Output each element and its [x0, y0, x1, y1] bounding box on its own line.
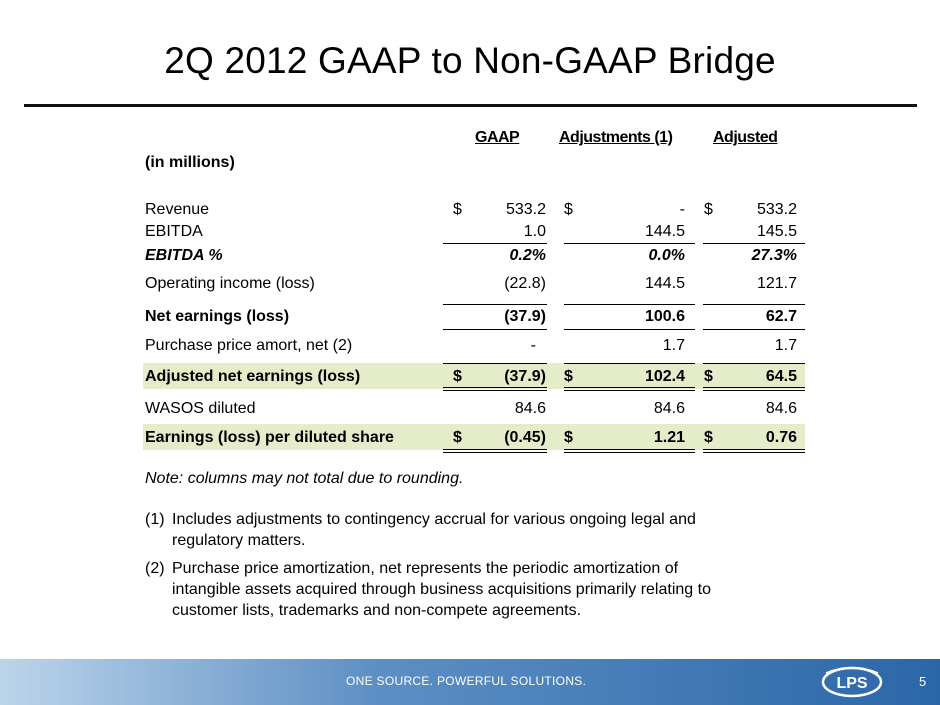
- footnote-line: Includes adjustments to contingency accrual for various ongoing legal and: [172, 511, 696, 528]
- gaap-value: 533.2: [505, 201, 546, 218]
- double-underline: [443, 390, 547, 391]
- col-header-adjustments: Adjustments (1): [559, 129, 673, 146]
- footer-bar: [0, 659, 940, 705]
- row-label: Revenue: [145, 201, 210, 218]
- gaap-value: 84.6: [514, 400, 546, 417]
- adjusted-value: 27.3%: [751, 247, 797, 264]
- currency-symbol: $: [564, 201, 573, 218]
- footnote-line: intangible assets acquired through business acquisitions primarily relating to: [172, 581, 711, 598]
- adjustment-value: 1.21: [653, 429, 685, 446]
- adjustment-value: 144.5: [644, 223, 685, 240]
- currency-symbol: $: [564, 429, 573, 446]
- lps-logo-icon: [820, 664, 884, 700]
- row-label: Net earnings (loss): [145, 308, 290, 325]
- table-row-wasos-diluted: [143, 397, 805, 419]
- currency-symbol: $: [453, 429, 462, 446]
- table-row-ebitda: [143, 220, 805, 242]
- adjusted-value: 1.7: [774, 337, 797, 354]
- table-row-revenue: [143, 198, 805, 220]
- logo-text: LPS: [836, 675, 868, 692]
- slide-title: 2Q 2012 GAAP to Non-GAAP Bridge: [164, 40, 776, 81]
- underline: [564, 449, 695, 450]
- footnote-number: (1): [145, 511, 165, 528]
- underline: [443, 387, 547, 388]
- units-label: (in millions): [145, 154, 235, 171]
- underline: [703, 449, 805, 450]
- table-row-net-earnings: [143, 305, 805, 327]
- adjusted-value: 84.6: [765, 400, 797, 417]
- row-label: Adjusted net earnings (loss): [145, 368, 361, 385]
- overline: [564, 363, 695, 364]
- currency-symbol: $: [564, 368, 573, 385]
- footnote-line: customer lists, trademarks and non-compete agreements.: [172, 602, 582, 619]
- adjustment-value: 100.6: [644, 308, 685, 325]
- footnote-line: regulatory matters.: [172, 532, 306, 549]
- adjusted-value: 533.2: [756, 201, 797, 218]
- currency-symbol: $: [453, 368, 462, 385]
- underline: [443, 329, 547, 330]
- adjustment-value: 84.6: [653, 400, 685, 417]
- col-header-gaap: GAAP: [475, 129, 520, 146]
- footnote-number: (2): [145, 560, 165, 577]
- row-label: Purchase price amort, net (2): [145, 337, 353, 354]
- underline: [703, 329, 805, 330]
- row-label: EBITDA %: [145, 247, 223, 264]
- currency-symbol: $: [704, 201, 713, 218]
- double-underline: [443, 452, 547, 453]
- underline: [564, 329, 695, 330]
- adjustment-value: 0.0%: [648, 247, 685, 264]
- currency-symbol: $: [704, 368, 713, 385]
- rounding-note: Note: columns may not total due to rounding.: [145, 470, 464, 487]
- row-label: Operating income (loss): [145, 275, 315, 292]
- gaap-value: (37.9): [504, 368, 546, 385]
- title-divider: [24, 104, 917, 107]
- underline: [703, 387, 805, 388]
- table-row-operating-income: [143, 272, 805, 294]
- double-underline: [703, 452, 805, 453]
- gaap-value: -: [530, 337, 536, 354]
- adjusted-value: 64.5: [765, 368, 797, 385]
- currency-symbol: $: [704, 429, 713, 446]
- gaap-value: (22.8): [504, 275, 546, 292]
- adjusted-value: 62.7: [765, 308, 797, 325]
- gaap-value: 1.0: [523, 223, 546, 240]
- double-underline: [564, 390, 695, 391]
- overline: [443, 363, 547, 364]
- gaap-value: (0.45): [504, 429, 546, 446]
- gaap-value: 0.2%: [509, 247, 546, 264]
- underline: [564, 387, 695, 388]
- adjustment-value: 144.5: [644, 275, 685, 292]
- row-label: Earnings (loss) per diluted share: [145, 429, 394, 446]
- table-row-eps-diluted: [143, 424, 805, 450]
- footer-tagline: ONE SOURCE. POWERFUL SOLUTIONS.: [346, 674, 587, 688]
- adjustment-value: -: [679, 201, 685, 218]
- table-row-adjusted-net-earnings: [143, 363, 805, 389]
- table-row-ebitda-percent: [143, 244, 805, 266]
- adjusted-value: 121.7: [756, 275, 797, 292]
- row-label: WASOS diluted: [145, 400, 256, 417]
- gaap-value: (37.9): [504, 308, 546, 325]
- double-underline: [703, 390, 805, 391]
- col-header-adjusted: Adjusted: [713, 129, 778, 146]
- underline: [443, 449, 547, 450]
- row-label: EBITDA: [145, 223, 203, 240]
- table-row-purchase-price-amort: [143, 334, 805, 356]
- currency-symbol: $: [453, 201, 462, 218]
- double-underline: [564, 452, 695, 453]
- adjustment-value: 102.4: [644, 368, 685, 385]
- overline: [703, 363, 805, 364]
- adjusted-value: 145.5: [756, 223, 797, 240]
- page-number: 5: [919, 674, 927, 689]
- adjusted-value: 0.76: [765, 429, 797, 446]
- adjustment-value: 1.7: [662, 337, 685, 354]
- footnote-line: Purchase price amortization, net represents the periodic amortization of: [172, 560, 679, 577]
